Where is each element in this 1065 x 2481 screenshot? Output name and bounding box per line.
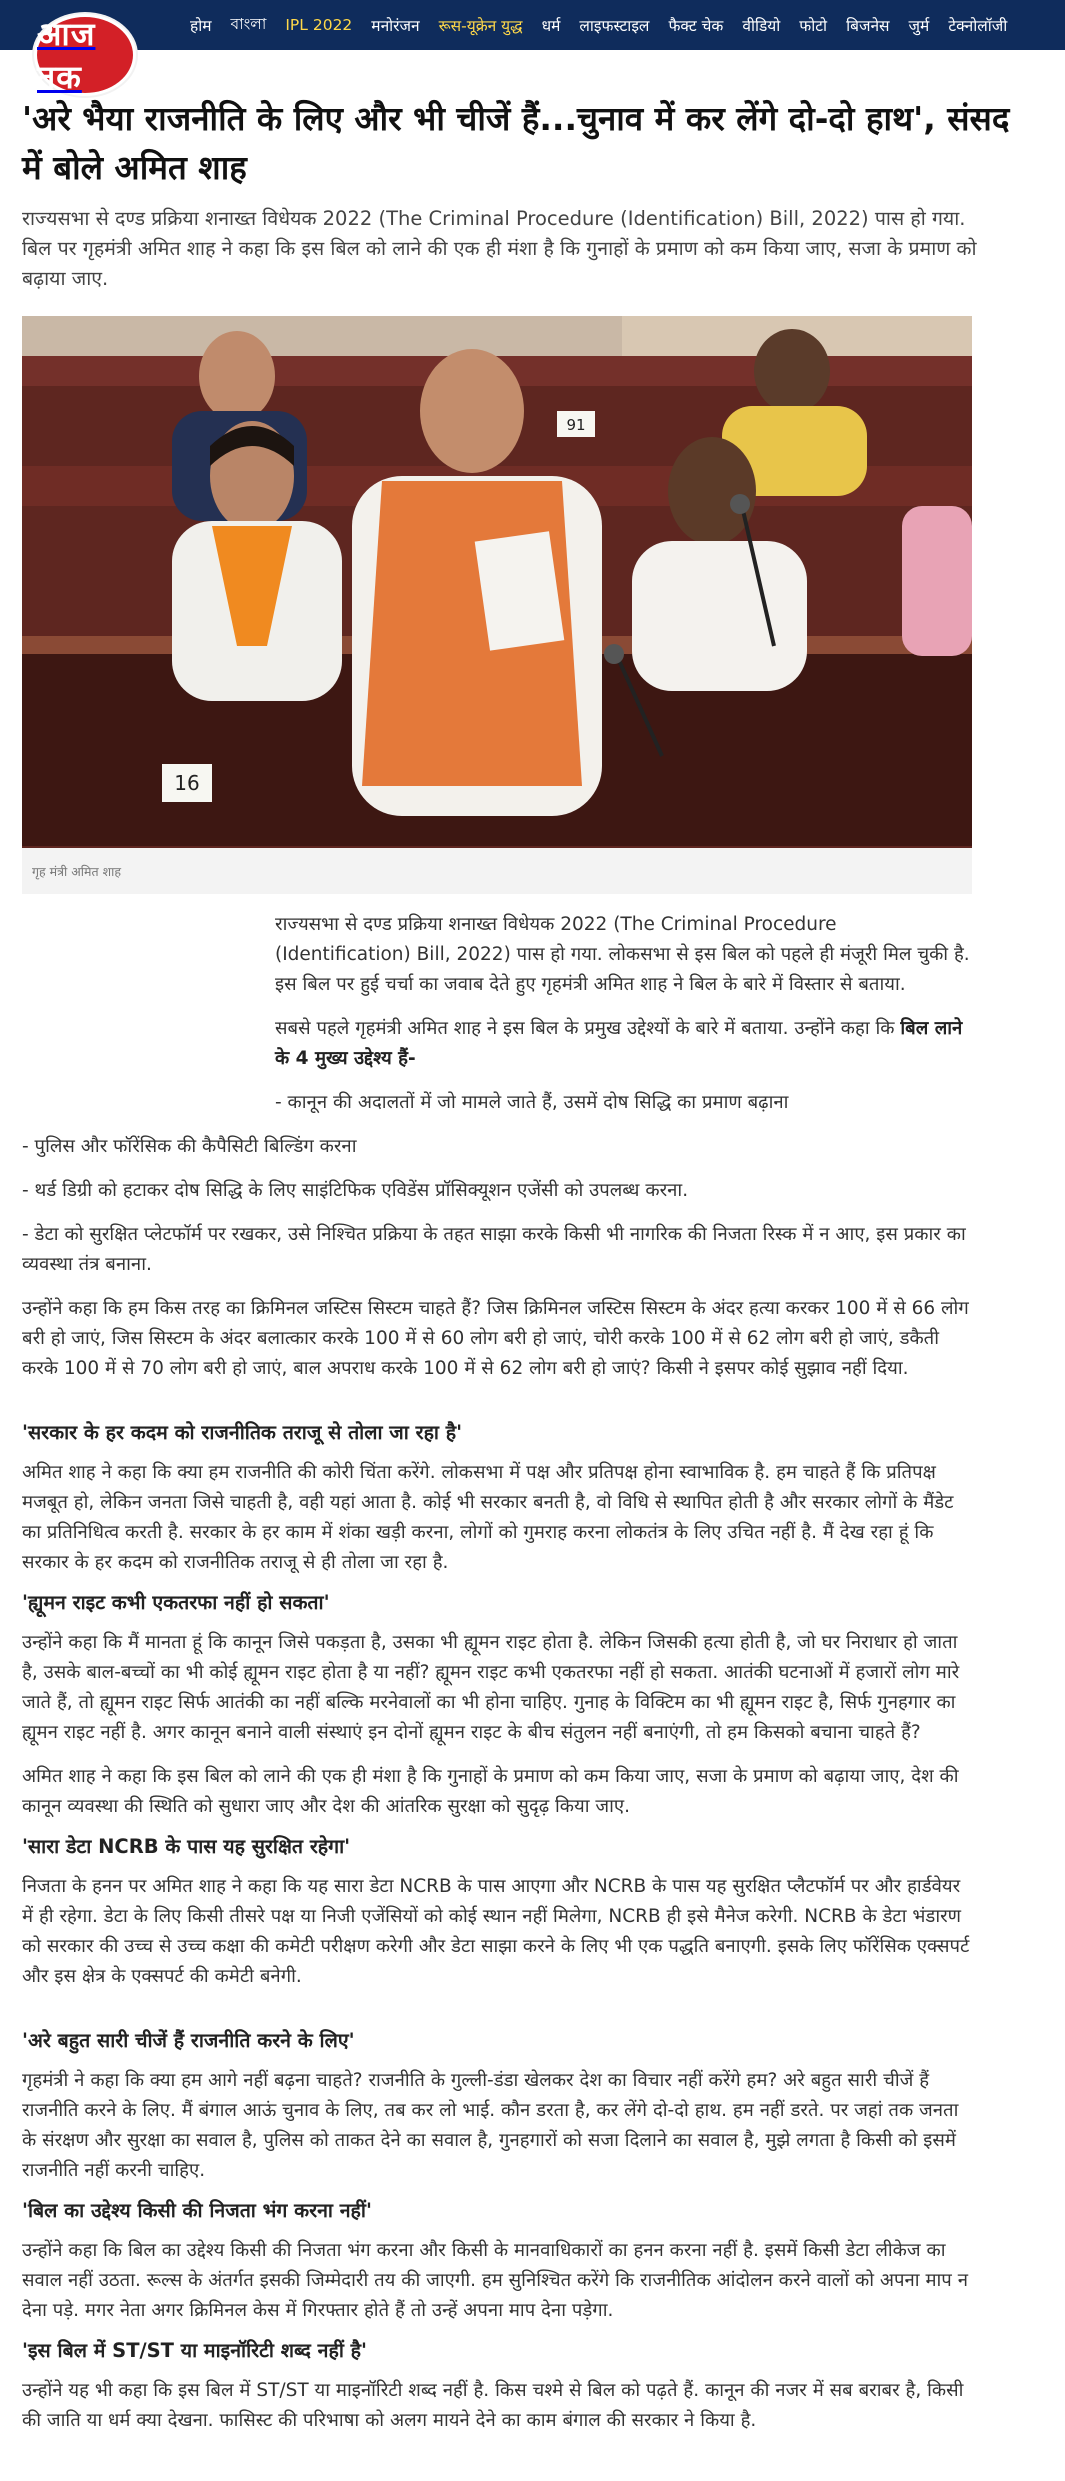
- body-paragraph-9: उन्होंने कहा कि बिल का उद्देश्य किसी की निजता भंग करना और किसी के मानवाधिकारों का हनन करना नहीं है. इसमें किसी डेटा लीकेज का सवाल नहीं उठता. रूल्स के अंतर्गत इसकी जिम्मेदारी तय की जाएगी. हम सुनिश्चित करेंगे कि राजनीतिक आंदोलन करने वालों को अपना माप न देना पड़े. मगर नेता अगर क्रिमिनल केस में गिरफ्तार होते हैं तो उन्हें अपना माप देना पड़ेगा.: [22, 2240, 968, 2321]
- nav-item-bangla[interactable]: বাংলা: [230, 15, 267, 33]
- article-title: 'अरे भैया राजनीति के लिए और भी चीजें हैं...चुनाव में कर लेंगे दो-दो हाथ', संसद में बोले अमित शाह: [22, 99, 1010, 187]
- nav-item-fact-check[interactable]: फैक्ट चेक: [668, 17, 724, 35]
- nav-item-russia-ukraine[interactable]: रूस-यूक्रेन युद्ध: [438, 17, 523, 35]
- nav-item-photo[interactable]: फोटो: [799, 17, 828, 35]
- body-paragraph-10: उन्होंने यह भी कहा कि इस बिल में ST/ST या माइनॉरिटी शब्द नहीं है. किस चश्मे से बिल को पढ़ते हैं. कानून की नजर में सब बराबर है, किसी की जाति या धर्म क्या देखना. फासिस्ट की परिभाषा को अलग मायने देने का काम बंगाल की सरकार ने किया है.: [22, 2380, 964, 2431]
- body-paragraph-8: गृहमंत्री ने कहा कि क्या हम आगे नहीं बढ़ना चाहते? राजनीति के गुल्ली-डंडा खेलकर देश का विचार नहीं करेंगे हम? अरे बहुत सारी चीजें हैं राजनीति करने के लिए. मैं बंगाल आऊं चुनाव के लिए, तब कर लो भाई. कौन डरता है, कर लेंगे दो-दो हाथ. हम नहीं डरते. पर जहां तक जनता के संरक्षण और सुरक्षा का सवाल है, पुलिस को ताकत देने का सवाल है, गुनहगारों को सजा दिलाने का सवाल है, मुझे लगता है किसी को इसमें राजनीति नहीं करनी चाहिए.: [22, 2070, 959, 2181]
- seat-number-91: 91: [566, 416, 586, 434]
- parliament-photo-illustration: [22, 316, 972, 848]
- nav-item-ipl[interactable]: IPL 2022: [285, 16, 353, 34]
- objectives-heading: बिल लाने के 4 मुख्य उद्देश्य हैं-: [275, 1018, 963, 1069]
- body-paragraph-6: अमित शाह ने कहा कि इस बिल को लाने की एक ही मंशा है कि गुनाहों के प्रमाण को कम किया जाए, सजा के प्रमाण को बढ़ाया जाए, देश की कानून व्यवस्था की स्थिति को सुधारा जाए और देश की आंतरिक सुरक्षा को सुदृढ़ किया जाए.: [22, 1766, 959, 1817]
- objective-item-4: - डेटा को सुरक्षित प्लेटफॉर्म पर रखकर, उसे निश्चित प्रक्रिया के तहत साझा करके किसी भी नागरिक की निजता रिस्क में न आए, इस प्रकार का व्यवस्था तंत्र बनाना.: [22, 1224, 966, 1275]
- objective-item-1: - कानून की अदालतों में जो मामले जाते हैं, उसमें दोष सिद्धि का प्रमाण बढ़ाना: [275, 1092, 789, 1113]
- subheading-5: 'बिल का उद्देश्य किसी की निजता भंग करना नहीं': [22, 2199, 372, 2222]
- objective-item-2: - पुलिस और फॉरेंसिक की कैपैसिटी बिल्डिंग करना: [22, 1136, 357, 1157]
- body-paragraph-7: निजता के हनन पर अमित शाह ने कहा कि यह सारा डेटा NCRB के पास आएगा और NCRB के पास यह सुरक्षित प्लैटफॉर्म पर और हार्डवेयर में ही रहेगा. डेटा के लिए किसी तीसरे पक्ष या निजी एजेंसियों को कोई स्थान नहीं मिलेगा, NCRB ही इसे मैनेज करेगी. NCRB के डेटा भंडारण को सरकार की उच्च से उच्च कक्षा की कमेटी परीक्षण करेगी और डेटा साझा करने के लिए भी एक पद्धति बनाएगी. इसके लिए फॉरेंसिक एक्सपर्ट और इस क्षेत्र के एक्सपर्ट की कमेटी बनेगी.: [22, 1876, 970, 1987]
- nav-menu: [190, 0, 1007, 50]
- objective-item-3: - थर्ड डिग्री को हटाकर दोष सिद्धि के लिए साइंटिफिक एविडेंस प्रॉसिक्यूशन एजेंसी को उपलब्ध करना.: [22, 1180, 689, 1201]
- nav-item-entertainment[interactable]: मनोरंजन: [371, 17, 420, 35]
- subheading-3: 'सारा डेटा NCRB के पास यह सुरक्षित रहेगा': [22, 1835, 351, 1858]
- article: [0, 50, 1022, 2436]
- nav-item-technology[interactable]: टेक्नोलॉजी: [948, 17, 1008, 35]
- body-paragraph-1: राज्यसभा से दण्ड प्रक्रिया शनाख्त विधेयक 2022 (The Criminal Procedure (Identification) Bill, 2022) पास हो गया. लोकसभा से इस बिल को पहले ही मंजूरी मिल चुकी है. इस बिल पर हुई चर्चा का जवाब देते हुए गृहमंत्री अमित शाह ने बिल के बारे में विस्तार से बताया.: [275, 914, 970, 995]
- nav-item-video[interactable]: वीडियो: [742, 17, 781, 35]
- subheading-2: 'ह्यूमन राइट कभी एकतरफा नहीं हो सकता': [22, 1591, 330, 1614]
- subheading-1: 'सरकार के हर कदम को राजनीतिक तराजू से तोला जा रहा है': [22, 1421, 463, 1444]
- nav-item-religion[interactable]: धर्म: [541, 17, 561, 35]
- aajtak-logo[interactable]: आज तक: [34, 14, 136, 96]
- nav-item-crime[interactable]: जुर्म: [908, 17, 930, 35]
- photo-caption-bar: [22, 848, 972, 894]
- article-summary: राज्यसभा से दण्ड प्रक्रिया शनाख्त विधेयक 2022 (The Criminal Procedure (Identification) Bill, 2022) पास हो गया. बिल पर गृहमंत्री अमित शाह ने कहा कि इस बिल को लाने की एक ही मंशा है कि गुनाहों के प्रमाण को कम किया जाए, सजा के प्रमाण को बढ़ाया जाए.: [22, 207, 977, 290]
- seat-number-16: 16: [174, 771, 200, 795]
- article-photo[interactable]: [22, 316, 972, 848]
- body-paragraph-5: उन्होंने कहा कि मैं मानता हूं कि कानून जिसे पकड़ता है, उसका भी ह्यूमन राइट होता है. लेकिन जिसकी हत्या होती है, जो घर निराधार हो जाता है, उसके बाल-बच्चों का भी कोई ह्यूमन राइट होता है या नहीं? ह्यूमन राइट कभी एकतरफा नहीं हो सकता. आतंकी घटनाओं में हजारों लोग मारे जाते हैं, तो ह्यूमन राइट सिर्फ आतंकी का नहीं बल्कि मरनेवालों का भी होना चाहिए. गुनाह के विक्टिम का भी ह्यूमन राइट है, सिर्फ गुनहगार का ह्यूमन राइट नहीं है. अगर कानून बनाने वाली संस्थाएं इन दोनों ह्यूमन राइट के बीच संतुलन नहीं बनाएंगी, तो हम किसको बचाना चाहते हैं?: [22, 1632, 960, 1743]
- body-paragraph-3: उन्होंने कहा कि हम किस तरह का क्रिमिनल जस्टिस सिस्टम चाहते हैं? जिस क्रिमिनल जस्टिस सिस्टम के अंदर हत्या करकर 100 में से 66 लोग बरी हो जाएं, जिस सिस्टम के अंदर बलात्कार करके 100 में से 60 लोग बरी हो जाएं, चोरी करके 100 में से 62 लोग बरी हो जाएं, डकैती करके 100 में से 70 लोग बरी हो जाएं, बाल अपराध करके 100 में से 62 लोग बरी हो जाएं? किसी ने इसपर कोई सुझाव नहीं दिया.: [22, 1298, 969, 1379]
- subheading-6: 'इस बिल में ST/ST या माइनॉरिटी शब्द नहीं है': [22, 2339, 368, 2362]
- photo-caption: गृह मंत्री अमित शाह: [32, 863, 121, 879]
- subheading-4: 'अरे बहुत सारी चीजें हैं राजनीति करने के लिए': [22, 2029, 355, 2052]
- nav-item-home[interactable]: होम: [190, 17, 212, 35]
- top-navbar: [0, 0, 1065, 96]
- body-paragraph-2: सबसे पहले गृहमंत्री अमित शाह ने इस बिल के प्रमुख उद्देश्यों के बारे में बताया. उन्होंने कहा कि बिल लाने के 4 मुख्य उद्देश्य हैं-: [275, 1018, 963, 1069]
- nav-item-lifestyle[interactable]: लाइफस्टाइल: [579, 17, 650, 35]
- body-paragraph-4: अमित शाह ने कहा कि क्या हम राजनीति की कोरी चिंता करेंगे. लोकसभा में पक्ष और प्रतिपक्ष होना स्वाभाविक है. हम चाहते हैं कि प्रतिपक्ष मजबूत हो, लेकिन जनता जिसे चाहती है, वही यहां आता है. कोई भी सरकार बनती है, वो विधि से स्थापित होती है और सरकार लोगों के मैंडेट का प्रतिनिधित्व करती है. सरकार के हर काम में शंका खड़ी करना, लोगों को गुमराह करना लोकतंत्र के लिए उचित नहीं है. मैं देख रहा हूं कि सरकार के हर कदम को राजनीतिक तराजू से ही तोला जा रहा है.: [22, 1462, 954, 1573]
- nav-item-business[interactable]: बिजनेस: [846, 17, 890, 35]
